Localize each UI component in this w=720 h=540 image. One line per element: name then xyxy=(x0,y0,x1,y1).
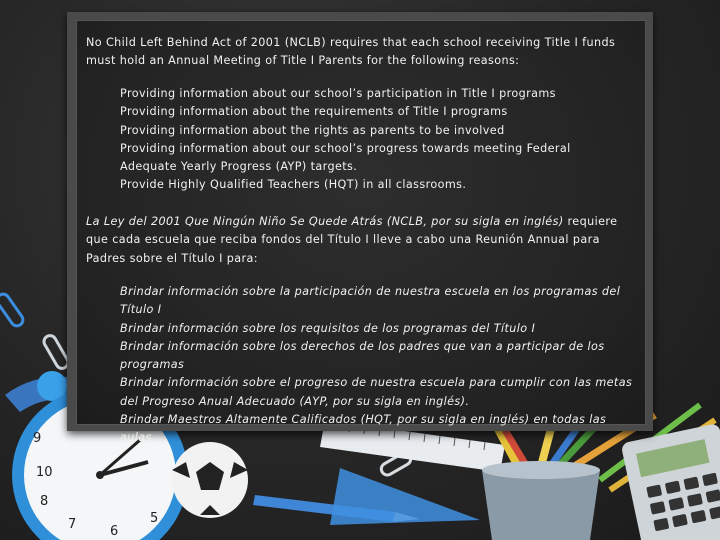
clock-numeral: 8 xyxy=(40,494,49,509)
list-item: Brindar Maestros Altamente Calificados (HQT, por su sigla en inglés) en todas las aulas. xyxy=(120,413,607,445)
list-item: Brindar información sobre el progreso de nuestra escuela para cumplir con las metas del Progreso Anual Adecuado (AYP, por su sigla en inglés). xyxy=(120,376,633,408)
spanish-intro-rest: requiere que cada escuela que reciba fondos del Título I lleve a cabo una Reunión Annual para Padres sobre el Título I para: xyxy=(86,215,618,265)
clock-numeral: 7 xyxy=(68,517,77,532)
soccer-ball-icon xyxy=(172,442,248,518)
list-item: Brindar información sobre los requisitos de los programas del Título I xyxy=(120,321,536,335)
clock-numeral: 6 xyxy=(110,524,119,539)
clock-numeral: 5 xyxy=(150,511,159,526)
clock-numeral: 9 xyxy=(33,431,42,446)
list-item: Providing information about the requirements of Title I programs xyxy=(120,105,508,119)
calculator-icon xyxy=(621,423,720,540)
list-item: Brindar información sobre los derechos de los padres que van a participar de los programas xyxy=(120,339,605,372)
list-item: Provide Highly Qualified Teachers (HQT) in all classrooms. xyxy=(120,178,467,192)
triangle-ruler-icon xyxy=(330,468,480,525)
spanish-reasons-list xyxy=(120,283,634,448)
list-item: Providing information about our school’s participation in Title I programs xyxy=(120,87,556,100)
list-item: Providing information about our school’s progress towards meeting Federal Adequate Yearly Progress (AYP) targets. xyxy=(120,141,571,174)
english-intro: No Child Left Behind Act of 2001 (NCLB) requires that each school receiving Title I funds must hold an Annual Meeting of Title I Parents for the following reasons: xyxy=(86,36,616,68)
spanish-intro-law-name: La Ley del 2001 Que Ningún Niño Se Quede Atrás (NCLB, por su sigla en inglés) xyxy=(86,215,564,228)
spanish-intro xyxy=(86,213,634,268)
list-item: Providing information about the rights as parents to be involved xyxy=(120,123,505,137)
clock-numeral: 10 xyxy=(36,465,53,480)
english-reasons-list xyxy=(120,85,630,195)
list-item: Brindar información sobre la participación de nuestra escuela en los programas del Título I xyxy=(120,285,621,317)
